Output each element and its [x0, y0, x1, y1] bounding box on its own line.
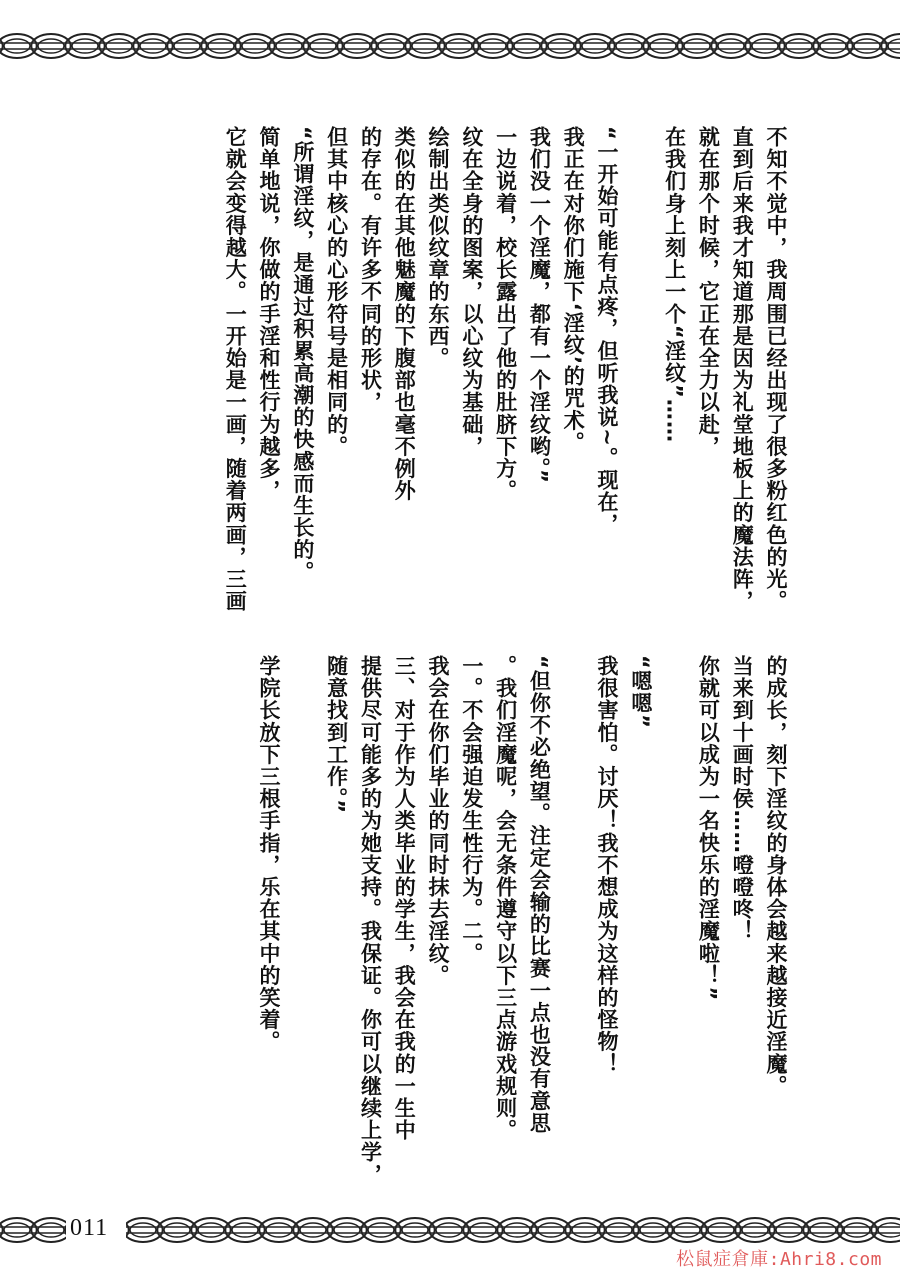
- top-chain-border: [0, 22, 900, 70]
- text-line: 简单地说，你做的手淫和性行为越多，: [257, 126, 282, 502]
- text-line: 直到后来我才知道那是因为礼堂地板上的魔法阵，: [730, 126, 755, 613]
- text-line: 我很害怕。讨厌！我不想成为这样的怪物！: [595, 655, 620, 1075]
- chain-link-icon: [881, 34, 900, 58]
- text-line: 我会在你们毕业的同时抹去淫纹。: [426, 655, 451, 987]
- text-line: “一开始可能有点疼，但听我说~。现在，: [595, 126, 620, 536]
- text-line: 的存在。有许多不同的形状，: [358, 126, 383, 414]
- text-line: 当来到十画时侯……噔噔咚！: [730, 655, 755, 943]
- text-line: “所谓淫纹，是通过积累高潮的快感而生长的。: [290, 126, 315, 583]
- text-line: 但其中核心的心形符号是相同的。: [324, 126, 349, 458]
- text-line: 提供尽可能多的为她支持。我保证。你可以继续上学，: [358, 655, 383, 1186]
- site-watermark: 松鼠症倉庫:Ahri8.com: [676, 1249, 882, 1270]
- text-line: 一。不会强迫发生性行为。二。: [459, 655, 484, 965]
- text-line: “嗯嗯”: [628, 655, 653, 730]
- text-line: [285, 655, 319, 1135]
- bottom-chain-border-left: [0, 1206, 66, 1254]
- lower-text-block: [251, 655, 792, 1186]
- text-line: 在我们身上刻上一个“淫纹”……: [662, 126, 687, 444]
- text-line: 一边说着，校长露出了他的肚脐下方。: [493, 126, 518, 502]
- text-line: 你就可以成为一名快乐的淫魔啦！”: [696, 655, 721, 1002]
- upper-text-block: [217, 126, 792, 613]
- text-line: 绘制出类似纹章的东西。: [426, 126, 451, 370]
- text-line: 不知不觉中，我周围已经出现了很多粉红色的光。: [764, 126, 788, 613]
- page-number: 011: [70, 1215, 109, 1241]
- text-line: 类似的在其他魅魔的下腹部也毫不例外: [392, 126, 417, 502]
- text-line: 。我们淫魔呢，会无条件遵守以下三点游戏规则。: [493, 655, 518, 1142]
- chain-link-icon: [871, 1218, 900, 1242]
- text-line: 我们没一个淫魔，都有一个淫纹哟。”: [527, 126, 552, 485]
- text-line: 学院长放下三根手指，乐在其中的笑着。: [257, 655, 282, 1053]
- text-line: 随意找到工作。”: [324, 655, 349, 815]
- text-line: 就在那个时候，它正在全力以赴，: [696, 126, 721, 458]
- text-line: [623, 126, 657, 606]
- text-line: 我正在对你们施下‘淫纹’的咒术。: [561, 126, 586, 454]
- text-line: [657, 655, 691, 1135]
- text-line: 它就会变得越大。一开始是一画，随着两画，三画: [223, 126, 248, 613]
- text-line: 纹在全身的图案，以心纹为基础，: [459, 126, 484, 458]
- text-line: 的成长，刻下淫纹的身体会越来越接近淫魔。: [764, 655, 788, 1097]
- text-line: 三、对于作为人类毕业的学生，我会在我的一生中: [392, 655, 417, 1142]
- text-line: [555, 655, 589, 1135]
- text-line: “但你不必绝望。注定会输的比赛一点也没有意思: [527, 655, 552, 1135]
